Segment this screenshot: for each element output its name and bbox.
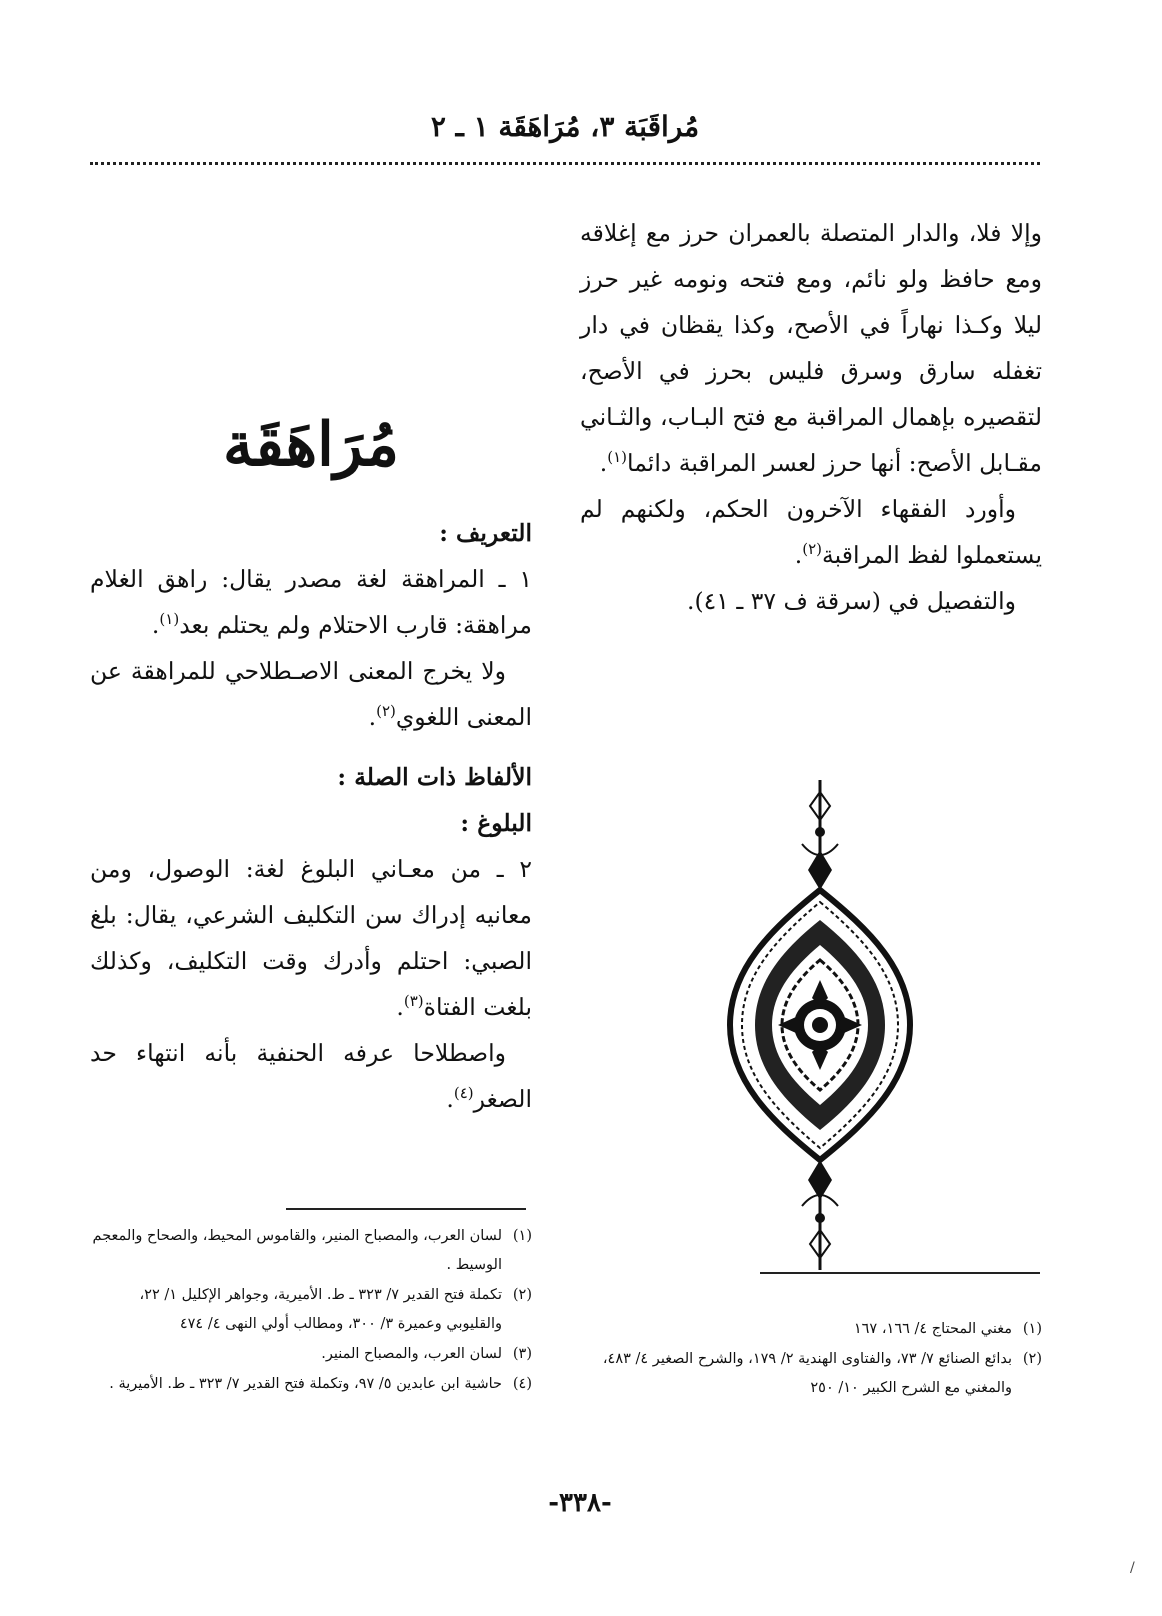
running-title: مُراقَبَة ٣، مُرَاهَقَة ١ ـ ٢	[430, 110, 700, 143]
spacer	[90, 740, 532, 754]
definition-paragraph-1	[90, 556, 532, 648]
right-column	[580, 210, 1042, 624]
footnote	[90, 1222, 532, 1280]
bulugh-paragraph-1	[90, 846, 532, 1030]
footnote-number: (١)	[1022, 1321, 1042, 1337]
footnote-ref: (٣)	[403, 992, 424, 1011]
footnote-number: (٢)	[1022, 1351, 1042, 1367]
punct: .	[794, 541, 803, 569]
punct: .	[368, 703, 377, 731]
footnote	[90, 1370, 532, 1399]
header-dotted-rule	[90, 162, 1040, 165]
bulugh2-text: واصطلاحا عرفه الحنفية بأنه انتهاء حد الصغر	[90, 1039, 532, 1113]
footnote-number: (٣)	[512, 1346, 532, 1362]
footnote-text: حاشية ابن عابدين ٥/ ٩٧، وتكملة فتح القدير ٧/ ٣٢٣ ـ ط. الأميرية .	[109, 1376, 502, 1392]
footnote-text: بدائع الصنائع ٧/ ٧٣، والفتاوى الهندية ٢/ ١٧٩، والشرح الصغير ٤/ ٤٨٣، والمغني مع الشرح الكبير ١٠/ ٢٥٠	[602, 1351, 1012, 1396]
footnote	[90, 1340, 532, 1369]
footnote-number: (٤)	[512, 1376, 532, 1392]
definition-heading: التعريف :	[439, 519, 532, 547]
footnote-ref: (٢)	[802, 540, 823, 559]
related-terms-heading: الألفاظ ذات الصلة :	[337, 763, 532, 791]
footnote-rule	[286, 1208, 526, 1210]
footnote-text: لسان العرب، والمصباح المنير.	[321, 1346, 502, 1362]
entry-title: مُرَاهَقَة	[222, 410, 400, 480]
punct: .	[396, 993, 404, 1021]
footnote-text: تكملة فتح القدير ٧/ ٣٢٣ ـ ط. الأميرية، وجواهر الإكليل ١/ ٢٢، والقليوبي وعميرة ٣/ ٣٠٠، ومطالب أولي النهى ٤/ ٤٧٤	[139, 1287, 502, 1332]
continuation-paragraph	[580, 210, 1042, 486]
def2-text: ولا يخرج المعنى الاصـطلاحي للمراهقة عن المعنى اللغوي	[90, 657, 532, 731]
bulugh-paragraph-2	[90, 1030, 532, 1122]
footnote	[580, 1315, 1042, 1344]
def1-text: ١ ـ المراهقة لغة مصدر يقال: راهق الغلام مراهقة: قارب الاحتلام ولم يحتلم بعد	[90, 565, 532, 639]
footnote-ref: (٢)	[376, 702, 396, 721]
bulugh-heading: البلوغ :	[460, 809, 532, 837]
footnote	[580, 1345, 1042, 1403]
footnote-text: لسان العرب، والمصباح المنير، والقاموس المحيط، والصحاح والمعجم الوسيط .	[92, 1228, 502, 1273]
page-number: -٣٣٨-	[548, 1488, 612, 1518]
punct: .	[446, 1085, 454, 1113]
footnote-number: (١)	[512, 1228, 532, 1244]
footnote-number: (٢)	[512, 1287, 532, 1303]
bulugh1-text: ٢ ـ من معـاني البلوغ لغة: الوصول، ومن معانيه إدراك سن التكليف الشرعي، يقال: بلغ الصبي: احتلم وأدرك وقت التكليف، وكذلك بلغت الفتاة	[90, 855, 532, 1021]
footnotes-right	[580, 1315, 1042, 1404]
footnote-ref: (١)	[159, 610, 180, 629]
paragraph-3: والتفصيل في (سرقة ف ٣٧ ـ ٤١).	[687, 587, 1016, 615]
decorative-ornament	[720, 780, 920, 1270]
footnote	[90, 1281, 532, 1339]
para2-text: وأورد الفقهاء الآخرون الحكم، ولكنهم لم يستعملوا لفظ المراقبة	[580, 495, 1042, 569]
paragraph-2	[580, 486, 1042, 578]
punct: .	[599, 449, 608, 477]
punct: .	[151, 611, 160, 639]
left-column	[90, 510, 532, 1122]
stray-mark: /	[1130, 1560, 1135, 1576]
continuation-text: وإلا فلا، والدار المتصلة بالعمران حرز مع إغلاقه ومع حافظ ولو نائم، ومع فتحه ونومه غير حرز ليلا وكـذا نهاراً في الأصح، وكذا يقظان في دار تغفله سارق وسرق فليس بحرز في الأصح، لتقصيره بإهمال المراقبة مع فتح البـاب، والثـاني مقـابل الأصح: أنها حرز لعسر المراقبة دائما	[580, 219, 1042, 477]
footnote-text: مغني المحتاج ٤/ ١٦٦، ١٦٧	[853, 1321, 1012, 1337]
footnote-ref: (٤)	[453, 1084, 474, 1103]
footnotes-left	[90, 1222, 532, 1400]
definition-paragraph-2	[90, 648, 532, 740]
footnote-rule	[760, 1272, 1040, 1274]
footnote-ref: (١)	[607, 448, 628, 467]
